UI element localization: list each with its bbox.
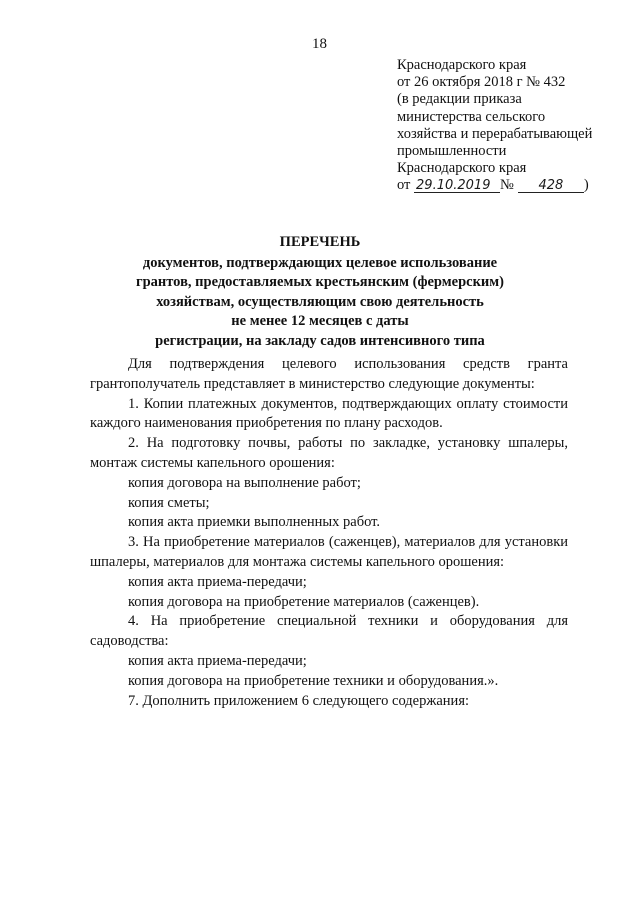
item-4: 4. На приобретение специальной техники и оборудования для садоводства: [90, 613, 568, 650]
header-line: Краснодарского края [397, 57, 527, 73]
header-line: министерства сельского [397, 108, 546, 125]
item-7: 7. Дополнить приложением 6 следующего содержания: [128, 692, 470, 709]
item-2-sub: копия сметы; [128, 494, 210, 511]
title-line: регистрации, на закладу садов интенсивного типа [155, 332, 485, 349]
document-body [90, 355, 568, 711]
document-title [130, 233, 510, 351]
intro-paragraph: Для подтверждения целевого использования средств гранта грантополучатель представляет в министерство следующие документы: [90, 356, 568, 392]
title-line: хозяйствам, осуществляющим свою деятельность [156, 293, 484, 310]
handwritten-date: 29.10.2019 [414, 179, 500, 193]
item-3: 3. На приобретение материалов (саженцев), материалов для установки шпалеры, материалов для монтажа системы капельного орошения: [90, 534, 568, 570]
item-4-sub: копия акта приема-передачи; [128, 652, 307, 669]
header-line: хозяйства и перерабатывающей [397, 125, 593, 142]
item-3-sub: копия акта приема-передачи; [128, 573, 307, 590]
page-number: 18 [312, 36, 327, 52]
header-line: (в редакции приказа [397, 91, 522, 108]
title-line: грантов, предоставляемых крестьянским (фермерским) [136, 274, 504, 290]
title-main: ПЕРЕЧЕНЬ [279, 234, 361, 250]
header-line: от 26 октября 2018 г № 432 [397, 74, 566, 91]
item-2: 2. На подготовку почвы, работы по закладке, установку шпалеры, монтаж системы капельного орошения: [90, 435, 568, 471]
item-1: 1. Копии платежных документов, подтверждающих оплату стоимости каждого наименования приобретения по плану расходов. [90, 395, 568, 432]
header-date-line [397, 177, 637, 194]
header-line: Краснодарского края [397, 160, 527, 177]
item-4-sub: копия договора на приобретение техники и оборудования.». [128, 672, 499, 689]
closing-paren: ) [583, 177, 589, 194]
item-2-sub: копия акта приемки выполненных работ. [128, 514, 381, 531]
item-2-sub: копия договора на выполнение работ; [128, 474, 361, 491]
title-line: не менее 12 месяцев с даты [231, 313, 409, 329]
handwritten-number: 428 [518, 179, 584, 193]
number-sign: № [500, 177, 514, 194]
date-prefix: от [397, 177, 411, 194]
header-approval-block [397, 57, 637, 195]
title-line: документов, подтверждающих целевое использование [142, 254, 498, 271]
item-3-sub: копия договора на приобретение материалов (саженцев). [128, 593, 480, 610]
header-line: промышленности [397, 143, 507, 160]
